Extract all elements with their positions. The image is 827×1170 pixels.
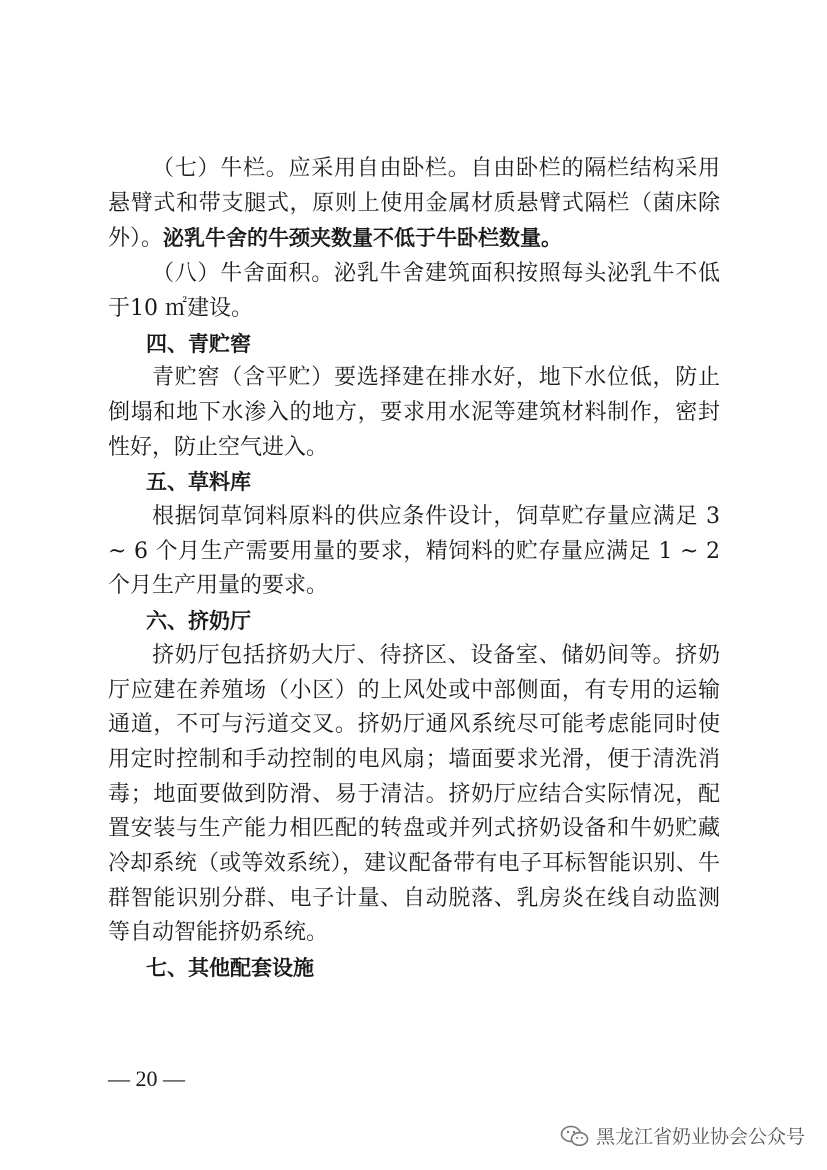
paragraph-barn-area: （八）牛舍面积。泌乳牛舍建筑面积按照每头泌乳牛不低于10 ㎡建设。 (108, 261, 720, 321)
cattle-stall-bold-text: 泌乳牛舍的牛颈夹数量不低于牛卧栏数量。 (163, 226, 563, 251)
page-number: — 20 — (108, 1066, 185, 1091)
paragraph-cattle-stall (108, 152, 720, 257)
heading-forage-storage: 五、草料库 (146, 470, 251, 495)
cattle-stall-text: （七）牛栏。应采用自由卧栏。自由卧栏的隔栏结构采用悬臂式和带支腿式，原则上使用金属材质悬臂式隔栏（菌床除外）。 (108, 156, 720, 252)
paragraph-milking-parlor: 挤奶厅包括挤奶大厅、待挤区、设备室、储奶间等。挤奶厅应建在养殖场（小区）的上风处或中部侧面，有专用的运输通道，不可与污道交叉。挤奶厅通风系统尽可能考虑能同时使用定时控制和手动控制的电风扇；墙面要求光滑，便于清洗消毒；地面要做到防滑、易于清洁。挤奶厅应结合实际情况，配置安装与生产能力相匹配的转盘或并列式挤奶设备和牛奶贮藏冷却系统（或等效系统），建议配备带有电子耳标智能识别、牛群智能识别分群、电子计量、自动脱落、乳房炎在线自动监测等自动智能挤奶系统。 (108, 642, 720, 946)
watermark (560, 1122, 805, 1149)
paragraph-silage-pit: 青贮窖（含平贮）要选择建在排水好，地下水位低，防止倒塌和地下水渗入的地方，要求用水泥等建筑材料制作，密封性好，防止空气进入。 (108, 365, 720, 460)
heading-milking-parlor: 六、挤奶厅 (146, 609, 251, 634)
paragraph-forage-storage: 根据饲草饲料原料的供应条件设计，饲草贮存量应满足 3 ~ 6 个月生产需要用量的要求，精饲料的贮存量应满足 1 ~ 2 个月生产用量的要求。 (108, 504, 720, 599)
watermark-text: 黑龙江省奶业协会公众号 (595, 1126, 805, 1148)
heading-silage-pit: 四、青贮窖 (146, 331, 251, 356)
wechat-icon (560, 1124, 590, 1148)
document-body (108, 152, 720, 986)
heading-other-facilities: 七、其他配套设施 (146, 956, 314, 981)
